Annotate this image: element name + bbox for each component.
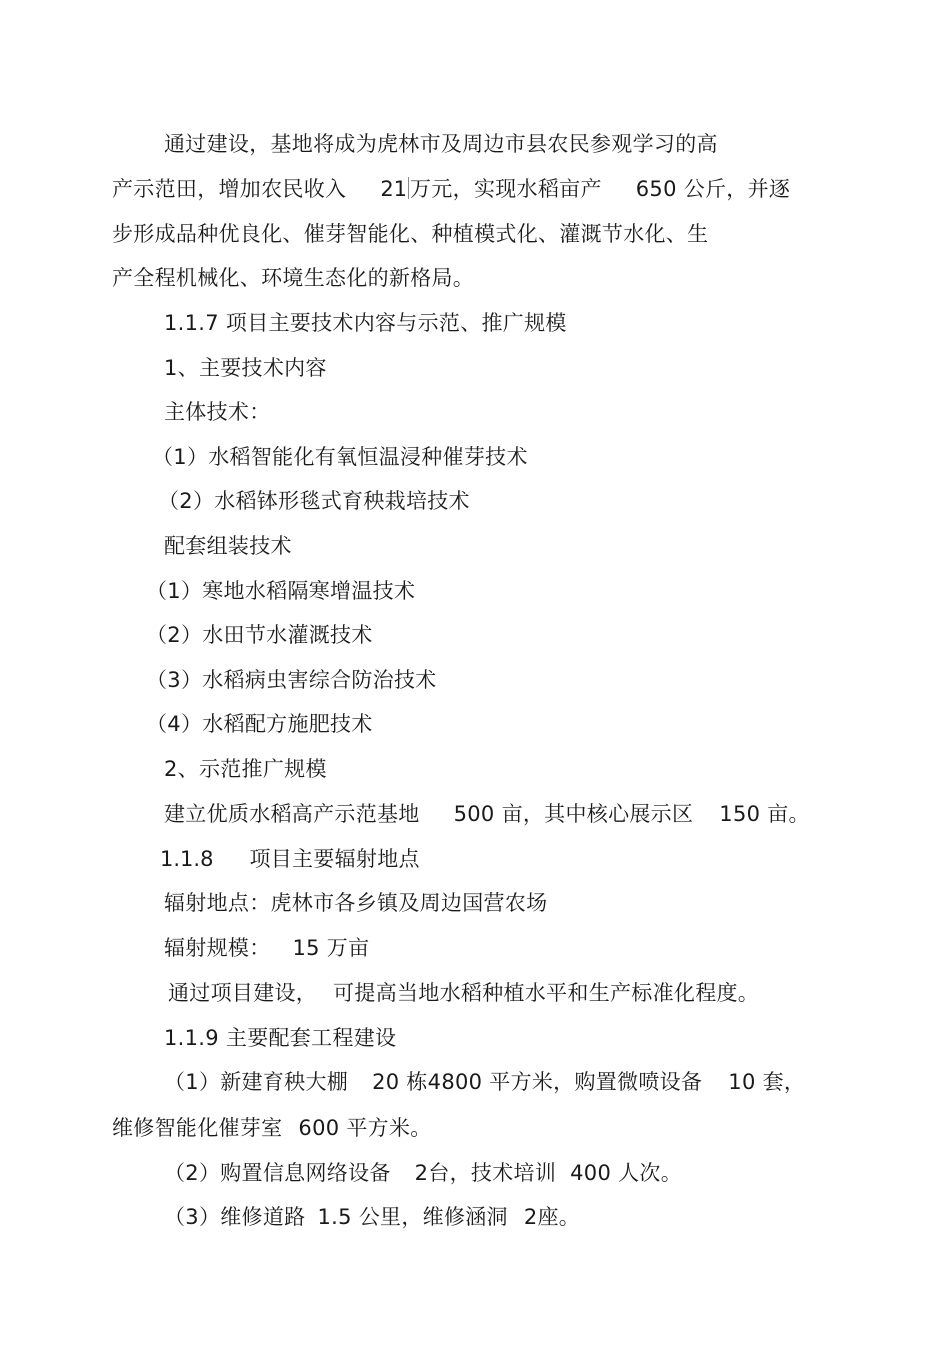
- paragraph-line: [164, 800, 810, 828]
- list-item: [158, 487, 470, 515]
- list-item: [152, 443, 528, 471]
- text: （2）水稻钵形毯式育秧栽培技术: [158, 489, 470, 513]
- paragraph-line: [164, 398, 271, 426]
- heading-text: 1.1.7 项目主要技术内容与示范、推广规模: [164, 311, 567, 335]
- number-value: 21: [380, 177, 408, 201]
- text: （3）水稻病虫害综合防治技术: [146, 668, 437, 692]
- text: 辐射地点：虎林市各乡镇及周边国营农场: [164, 891, 548, 915]
- text: 1.5 公里，维修涵洞: [317, 1205, 508, 1229]
- text: 辐射规模：: [164, 936, 271, 960]
- text: 建立优质水稻高产示范基地: [164, 802, 420, 826]
- list-item: [146, 621, 373, 649]
- list-item: [164, 1203, 580, 1231]
- text: 万元，实现水稻亩产: [410, 177, 602, 201]
- paragraph-line: [112, 220, 708, 248]
- list-item: [164, 1159, 682, 1187]
- list-item: [146, 666, 437, 694]
- subheading: [164, 354, 327, 382]
- text-cursor-mark: [408, 177, 409, 199]
- text: （3）维修道路: [164, 1205, 306, 1229]
- text: （4）水稻配方施肥技术: [146, 712, 373, 736]
- subheading: [164, 755, 327, 783]
- text: （1）新建育秧大棚: [164, 1070, 349, 1094]
- list-item: [146, 710, 373, 738]
- text: 通过项目建设，: [168, 981, 318, 1005]
- text: 2座。: [523, 1205, 581, 1229]
- paragraph-line: [164, 532, 292, 560]
- text: 可提高当地水稻种植水平和生产标准化程度。: [333, 981, 760, 1005]
- heading-text: 项目主要辐射地点: [249, 847, 420, 871]
- paragraph-line: [164, 934, 369, 962]
- text: 1、主要技术内容: [164, 356, 327, 380]
- text: 通过建设，基地将成为虎林市及周边市县农民参观学习的高: [164, 132, 718, 156]
- text: 15 万亩: [292, 936, 370, 960]
- paragraph-line: [164, 130, 718, 158]
- paragraph-line: [112, 175, 790, 203]
- text: 2台，技术培训: [414, 1161, 557, 1185]
- text: （2）购置信息网络设备: [164, 1161, 391, 1185]
- text: 400 人次。: [570, 1161, 682, 1185]
- heading-text: 1.1.9 主要配套工程建设: [164, 1026, 397, 1050]
- text: （2）水田节水灌溉技术: [146, 623, 373, 647]
- text: 650 公斤，并逐: [635, 177, 791, 201]
- text: 2、示范推广规模: [164, 757, 327, 781]
- text: 步形成品种优良化、催芽智能化、种植模式化、灌溉节水化、生: [112, 222, 709, 246]
- section-heading: [164, 1024, 396, 1052]
- text: （1）水稻智能化有氧恒温浸种催芽技术: [152, 445, 528, 469]
- text: 10 套，: [728, 1070, 806, 1094]
- heading-number: 1.1.8: [160, 847, 214, 871]
- text: 配套组装技术: [164, 534, 292, 558]
- text: 20 栋4800 平方米，购置微喷设备: [372, 1070, 703, 1094]
- section-heading: [164, 309, 567, 337]
- paragraph-line: [168, 979, 759, 1007]
- text: 500 亩，其中核心展示区: [453, 802, 694, 826]
- text: 主体技术：: [164, 400, 271, 424]
- paragraph-line: [112, 1114, 432, 1142]
- paragraph-line: [112, 264, 474, 292]
- list-item: [164, 1068, 805, 1096]
- text: 150 亩。: [719, 802, 810, 826]
- section-heading: [160, 845, 420, 873]
- text: 产示范田，增加农民收入: [112, 177, 347, 201]
- paragraph-line: [164, 889, 547, 917]
- text: 维修智能化催芽室: [112, 1116, 283, 1140]
- list-item: [146, 577, 415, 605]
- text: 产全程机械化、环境生态化的新格局。: [112, 266, 475, 290]
- text: 600 平方米。: [298, 1116, 432, 1140]
- text: （1）寒地水稻隔寒增温技术: [146, 579, 416, 603]
